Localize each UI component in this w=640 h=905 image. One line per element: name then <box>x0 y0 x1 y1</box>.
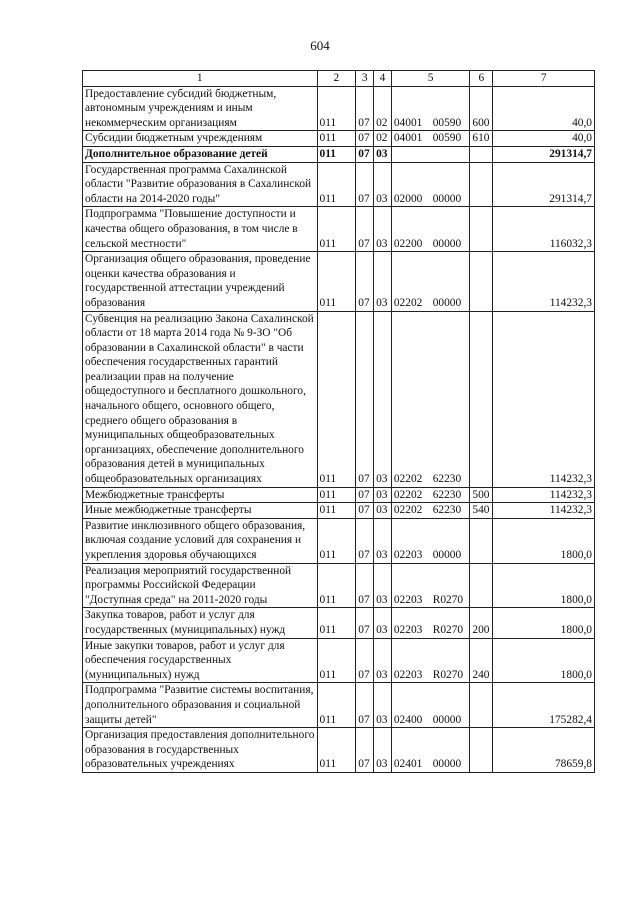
name-cell: Реализация мероприятий государственной программы Российской Федерации "Доступная среда" на 2011-2020 годы <box>83 563 318 608</box>
section-code-cell: 07 <box>356 207 374 252</box>
expense-type-cell <box>470 518 493 563</box>
target-article-cell <box>391 252 470 311</box>
ministry-code-cell: 011 <box>317 683 356 728</box>
section-code-cell: 07 <box>356 638 374 683</box>
subsection-code-cell: 03 <box>374 563 392 608</box>
expense-type-cell <box>470 146 493 162</box>
section-code-cell: 07 <box>356 131 374 147</box>
section-code-cell: 07 <box>356 487 374 503</box>
header-cell-target-article: 5 <box>391 71 470 87</box>
name-cell: Предоставление субсидий бюджетным, автономным учреждениям и иным некоммерческим организациям <box>83 86 318 131</box>
table-row <box>83 131 595 147</box>
ministry-code-cell: 011 <box>317 563 356 608</box>
amount-cell: 291314,7 <box>493 162 595 207</box>
name-cell: Межбюджетные трансферты <box>83 487 318 503</box>
table-row <box>83 146 595 162</box>
section-code-cell: 07 <box>356 146 374 162</box>
target-article-direction-code: R0270 <box>432 668 464 681</box>
expense-type-cell <box>470 252 493 311</box>
name-cell: Закупка товаров, работ и услуг для государственных (муниципальных) нужд <box>83 608 318 638</box>
amount-cell: 1800,0 <box>493 563 595 608</box>
table-row <box>83 487 595 503</box>
amount-cell: 114232,3 <box>493 311 595 487</box>
subsection-code-cell: 03 <box>374 518 392 563</box>
section-code-cell: 07 <box>356 86 374 131</box>
expense-type-cell: 240 <box>470 638 493 683</box>
table-row <box>83 252 595 311</box>
expense-type-cell <box>470 207 493 252</box>
target-article-cell <box>391 563 470 608</box>
subsection-code-cell: 03 <box>374 487 392 503</box>
target-article-cell <box>391 487 470 503</box>
subsection-code-cell: 02 <box>374 86 392 131</box>
ministry-code-cell: 011 <box>317 162 356 207</box>
target-article-program-code: 02203 <box>393 593 423 606</box>
target-article-cell <box>391 207 470 252</box>
header-cell-amount: 7 <box>493 71 595 87</box>
ministry-code-cell: 011 <box>317 638 356 683</box>
target-article-cell <box>391 683 470 728</box>
ministry-code-cell: 011 <box>317 503 356 519</box>
target-article-direction-code: 62230 <box>432 473 462 486</box>
target-article-cell <box>391 608 470 638</box>
ministry-code-cell: 011 <box>317 311 356 487</box>
table-row <box>83 503 595 519</box>
subsection-code-cell: 03 <box>374 683 392 728</box>
ministry-code-cell: 011 <box>317 608 356 638</box>
subsection-code-cell: 03 <box>374 252 392 311</box>
amount-cell: 114232,3 <box>493 503 595 519</box>
target-article-direction-code: R0270 <box>432 593 464 606</box>
header-cell-section: 3 <box>356 71 374 87</box>
subsection-code-cell: 03 <box>374 608 392 638</box>
section-code-cell: 07 <box>356 608 374 638</box>
target-article-direction-code: 00000 <box>432 758 462 771</box>
section-code-cell: 07 <box>356 728 374 773</box>
target-article-direction-code: 00000 <box>432 713 462 726</box>
name-cell: Дополнительное образование детей <box>83 146 318 162</box>
name-cell: Иные закупки товаров, работ и услуг для обеспечения государственных (муниципальных) нужд <box>83 638 318 683</box>
amount-cell: 78659,8 <box>493 728 595 773</box>
target-article-program-code: 02203 <box>393 668 423 681</box>
header-cell-expense-type: 6 <box>470 71 493 87</box>
table-row <box>83 728 595 773</box>
header-cell-name: 1 <box>83 71 318 87</box>
target-article-program-code: 04001 <box>393 132 423 145</box>
table-row <box>83 518 595 563</box>
ministry-code-cell: 011 <box>317 252 356 311</box>
section-code-cell: 07 <box>356 252 374 311</box>
subsection-code-cell: 03 <box>374 638 392 683</box>
amount-cell: 40,0 <box>493 86 595 131</box>
ministry-code-cell: 011 <box>317 207 356 252</box>
target-article-direction-code: 62230 <box>432 504 462 517</box>
page-number: 604 <box>310 38 330 53</box>
target-article-direction-code: 00000 <box>432 549 462 561</box>
target-article-direction-code: 00000 <box>432 192 462 205</box>
expense-type-cell: 200 <box>470 608 493 638</box>
ministry-code-cell: 011 <box>317 728 356 773</box>
target-article-program-code: 02000 <box>393 192 423 205</box>
amount-cell: 114232,3 <box>493 487 595 503</box>
amount-cell: 1800,0 <box>493 518 595 563</box>
subsection-code-cell: 03 <box>374 162 392 207</box>
name-cell: Подпрограмма "Развитие системы воспитания, дополнительного образования и социальной защиты детей" <box>83 683 318 728</box>
subsection-code-cell: 03 <box>374 503 392 519</box>
ministry-code-cell: 011 <box>317 487 356 503</box>
target-article-cell <box>391 311 470 487</box>
header-cell-ministry: 2 <box>317 71 356 87</box>
table-row <box>83 608 595 638</box>
ministry-code-cell: 011 <box>317 131 356 147</box>
target-article-program-code: 02400 <box>393 713 423 726</box>
target-article-program-code: 02202 <box>393 504 423 517</box>
name-cell: Государственная программа Сахалинской области "Развитие образования в Сахалинской области на 2014-2020 годы" <box>83 162 318 207</box>
table-row <box>83 311 595 487</box>
expense-type-cell <box>470 563 493 608</box>
target-article-program-code: 02202 <box>393 296 423 309</box>
section-code-cell: 07 <box>356 518 374 563</box>
name-cell: Организация предоставления дополнительного образования в государственных образовательных учреждениях <box>83 728 318 773</box>
subsection-code-cell: 03 <box>374 146 392 162</box>
target-article-cell <box>391 638 470 683</box>
target-article-cell <box>391 728 470 773</box>
target-article-direction-code: 00590 <box>432 132 462 145</box>
expense-type-cell <box>470 162 493 207</box>
target-article-program-code: 02401 <box>393 758 423 771</box>
target-article-program-code: 02202 <box>393 473 423 486</box>
name-cell: Развитие инклюзивного общего образования, включая создание условий для сохранения и укрепления здоровья обучающихся <box>83 518 318 563</box>
subsection-code-cell: 03 <box>374 207 392 252</box>
target-article-program-code: 04001 <box>393 116 423 129</box>
target-article-cell <box>391 146 470 162</box>
table-header-row <box>83 71 595 87</box>
section-code-cell: 07 <box>356 503 374 519</box>
target-article-cell <box>391 518 470 563</box>
subsection-code-cell: 03 <box>374 728 392 773</box>
amount-cell: 1800,0 <box>493 608 595 638</box>
amount-cell: 40,0 <box>493 131 595 147</box>
expense-type-cell: 610 <box>470 131 493 147</box>
ministry-code-cell: 011 <box>317 86 356 131</box>
target-article-cell <box>391 86 470 131</box>
table-row <box>83 638 595 683</box>
table-row <box>83 563 595 608</box>
target-article-direction-code: 00000 <box>432 296 462 309</box>
target-article-program-code: 02200 <box>393 237 423 250</box>
amount-cell: 175282,4 <box>493 683 595 728</box>
expense-type-cell: 500 <box>470 487 493 503</box>
expense-type-cell <box>470 728 493 773</box>
section-code-cell: 07 <box>356 162 374 207</box>
section-code-cell: 07 <box>356 563 374 608</box>
section-code-cell: 07 <box>356 683 374 728</box>
amount-cell: 114232,3 <box>493 252 595 311</box>
amount-cell: 1800,0 <box>493 638 595 683</box>
expense-type-cell: 540 <box>470 503 493 519</box>
budget-table <box>82 70 595 773</box>
subsection-code-cell: 03 <box>374 311 392 487</box>
section-code-cell: 07 <box>356 311 374 487</box>
target-article-program-code: 02203 <box>393 549 423 561</box>
name-cell: Субсидии бюджетным учреждениям <box>83 131 318 147</box>
target-article-cell <box>391 131 470 147</box>
subsection-code-cell: 02 <box>374 131 392 147</box>
expense-type-cell: 600 <box>470 86 493 131</box>
table-row <box>83 162 595 207</box>
target-article-direction-code: 62230 <box>432 488 462 501</box>
expense-type-cell <box>470 311 493 487</box>
table-row <box>83 683 595 728</box>
target-article-direction-code: R0270 <box>432 623 464 636</box>
name-cell: Иные межбюджетные трансферты <box>83 503 318 519</box>
table-row <box>83 86 595 131</box>
amount-cell: 116032,3 <box>493 207 595 252</box>
target-article-cell <box>391 162 470 207</box>
target-article-program-code: 02203 <box>393 623 423 636</box>
ministry-code-cell: 011 <box>317 518 356 563</box>
expense-type-cell <box>470 683 493 728</box>
target-article-direction-code: 00590 <box>432 116 462 129</box>
table-row <box>83 207 595 252</box>
ministry-code-cell: 011 <box>317 146 356 162</box>
name-cell: Субвенция на реализацию Закона Сахалинской области от 18 марта 2014 года № 9-ЗО "Об образовании в Сахалинской области" в части обеспечения государственных гарантий реализации прав на получение общедоступного и бесплатного дошкольного, начального общего, основного общего, среднего общего образования в муниципальных общеобразовательных организациях, обеспечение дополнительного образования детей в муниципальных общеобразовательных организациях <box>83 311 318 487</box>
name-cell: Подпрограмма "Повышение доступности и качества общего образования, в том числе в сельской местности" <box>83 207 318 252</box>
target-article-direction-code: 00000 <box>432 237 462 250</box>
header-cell-subsection: 4 <box>374 71 392 87</box>
target-article-cell <box>391 503 470 519</box>
amount-cell: 291314,7 <box>493 146 595 162</box>
target-article-program-code: 02202 <box>393 488 423 501</box>
name-cell: Организация общего образования, проведение оценки качества образования и государственной аттестации учреждений образования <box>83 252 318 311</box>
